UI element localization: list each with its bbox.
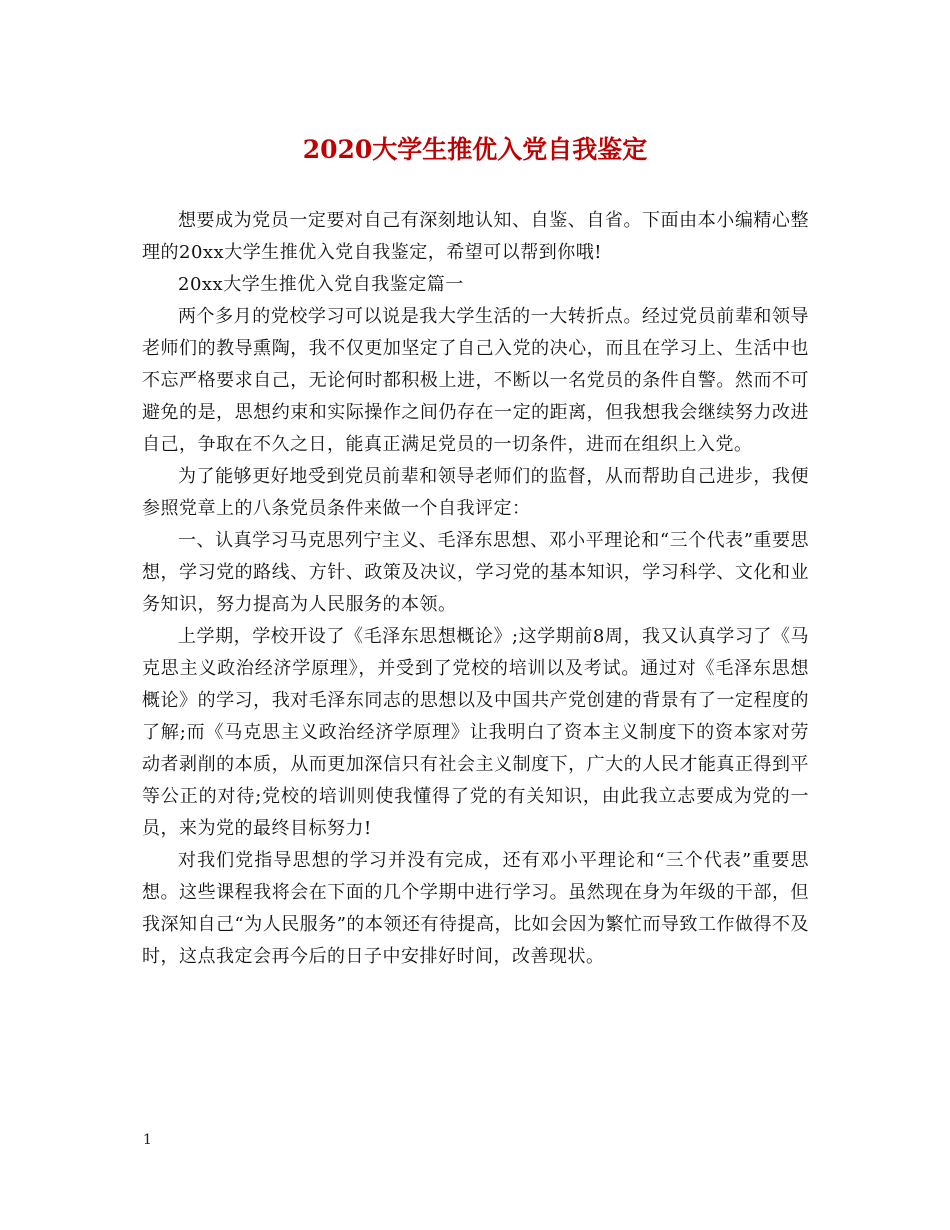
page-number: 1 [143, 1132, 152, 1148]
section-heading: 20xx大学生推优入党自我鉴定篇一 [178, 274, 464, 295]
paragraph: 上学期，学校开设了《毛泽东思想概论》;这学期前8周，我又认真学习了《马克思主义政治经济学原理》，并受到了党校的培训以及考试。通过对《毛泽东思想概论》的学习，我对毛泽东同志的思想以及中国共产党创建的背景有了一定程度的了解;而《马克思主义政治经济学原理》让我明白了资本主义制度下的资本家对劳动者剥削的本质，从而更加深信只有社会主义制度下，广大的人民才能真正得到平等公正的对待;党校的培训则使我懂得了党的有关知识，由此我立志要成为党的一员，来为党的最终目标努力! [142, 626, 809, 839]
paragraph: 为了能够更好地受到党员前辈和领导老师们的监督，从而帮助自己进步，我便参照党章上的八条党员条件来做一个自我评定： [142, 466, 809, 519]
document-body [142, 205, 809, 973]
page-title: 2020大学生推优入党自我鉴定 [302, 135, 648, 164]
paragraph: 对我们党指导思想的学习并没有完成，还有邓小平理论和“三个代表”重要思想。这些课程我将会在下面的几个学期中进行学习。虽然现在身为年级的干部，但我深知自己“为人民服务”的本领还有待提高，比如会因为繁忙而导致工作做得不及时，这点我定会再今后的日子中安排好时间，改善现状。 [142, 850, 809, 967]
paragraph: 两个多月的党校学习可以说是我大学生活的一大转折点。经过党员前辈和领导老师们的教导熏陶，我不仅更加坚定了自己入党的决心，而且在学习上、生活中也不忘严格要求自己，无论何时都积极上进，不断以一名党员的条件自警。然而不可避免的是，思想约束和实际操作之间仍存在一定的距离，但我想我会继续努力改进自己，争取在不久之日，能真正满足党员的一切条件，进而在组织上入党。 [142, 306, 809, 455]
paragraph-intro: 想要成为党员一定要对自己有深刻地认知、自鉴、自省。下面由本小编精心整理的20xx大学生推优入党自我鉴定，希望可以帮到你哦! [142, 210, 809, 263]
paragraph: 一、认真学习马克思列宁主义、毛泽东思想、邓小平理论和“三个代表”重要思想，学习党的路线、方针、政策及决议，学习党的基本知识，学习科学、文化和业务知识，努力提高为人民服务的本领。 [142, 530, 809, 615]
